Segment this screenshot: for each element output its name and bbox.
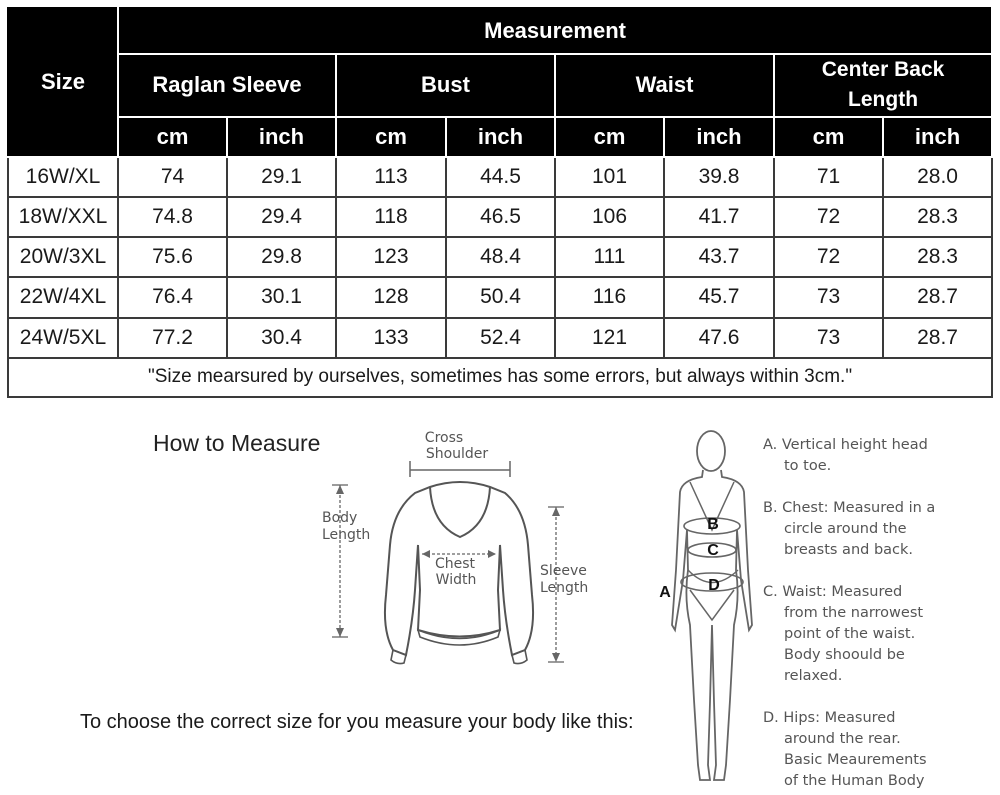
body-length-label: Length — [322, 527, 371, 543]
size-cell: 20W/3XL — [8, 237, 118, 277]
how-to-measure-title: How to Measure — [153, 430, 321, 456]
unit-header-inch: inch — [883, 117, 992, 157]
center-back-line-2: Length — [848, 88, 919, 112]
value-cell: 133 — [336, 318, 446, 358]
value-cell: 74.8 — [118, 197, 227, 237]
value-cell: 28.7 — [883, 318, 992, 358]
legend-item-b — [763, 498, 935, 561]
unit-header-cm: cm — [336, 117, 446, 157]
legend-item-d — [763, 708, 927, 792]
legend-item-a — [763, 435, 928, 477]
value-cell: 43.7 — [664, 237, 774, 277]
unit-header-cm: cm — [774, 117, 883, 157]
table-row — [8, 318, 992, 358]
value-cell: 50.4 — [446, 277, 555, 317]
neckline — [430, 487, 490, 537]
value-cell: 28.3 — [883, 237, 992, 277]
left-cuff — [391, 650, 406, 664]
size-column-header: Size — [8, 8, 118, 157]
legend-d-line: Basic Meaurements — [784, 752, 927, 768]
figure-letter-c: C — [707, 542, 719, 559]
value-cell: 101 — [555, 157, 664, 197]
value-cell: 29.8 — [227, 237, 336, 277]
legend-b-line: circle around the — [784, 521, 907, 537]
legend-a-line: to toe. — [784, 458, 832, 474]
legend-d-line: of the Human Body — [784, 773, 925, 789]
value-cell: 128 — [336, 277, 446, 317]
waist-header: Waist — [555, 54, 774, 116]
value-cell: 44.5 — [446, 157, 555, 197]
value-cell: 29.1 — [227, 157, 336, 197]
size-cell: 18W/XXL — [8, 197, 118, 237]
figure-head — [697, 431, 725, 471]
legend-c-line: Body shoould be — [784, 647, 905, 663]
table-row — [8, 157, 992, 197]
table-row — [8, 277, 992, 317]
value-cell: 48.4 — [446, 237, 555, 277]
measurement-header: Measurement — [118, 8, 992, 54]
value-cell: 106 — [555, 197, 664, 237]
value-cell: 118 — [336, 197, 446, 237]
value-cell: 47.6 — [664, 318, 774, 358]
value-cell: 75.6 — [118, 237, 227, 277]
center-back-length-header — [774, 54, 992, 116]
body-figure-diagram — [640, 420, 765, 795]
unit-header-cm: cm — [555, 117, 664, 157]
chest-label: Chest — [434, 556, 476, 572]
figure-letter-a: A — [659, 584, 671, 601]
value-cell: 72 — [774, 237, 883, 277]
measurement-note: "Size mearsured by ourselves, sometimes has some errors, but always within 3cm." — [8, 358, 992, 397]
body-label: Body — [322, 510, 358, 526]
shoulder-label: Shoulder — [425, 446, 489, 462]
size-cell: 24W/5XL — [8, 318, 118, 358]
legend-c-line: C. Waist: Measured — [763, 584, 903, 600]
value-cell: 77.2 — [118, 318, 227, 358]
value-cell: 41.7 — [664, 197, 774, 237]
value-cell: 116 — [555, 277, 664, 317]
size-cell: 22W/4XL — [8, 277, 118, 317]
value-cell: 30.1 — [227, 277, 336, 317]
legend-b-line: B. Chest: Measured in a — [763, 500, 936, 516]
size-chart-table — [7, 7, 993, 398]
figure-letter-d: D — [708, 577, 720, 594]
value-cell: 71 — [774, 157, 883, 197]
value-cell: 72 — [774, 197, 883, 237]
cross-label: Cross — [424, 430, 464, 446]
size-cell: 16W/XL — [8, 157, 118, 197]
value-cell: 52.4 — [446, 318, 555, 358]
value-cell: 73 — [774, 318, 883, 358]
value-cell: 123 — [336, 237, 446, 277]
value-cell: 76.4 — [118, 277, 227, 317]
legend-c-line: point of the waist. — [784, 626, 916, 642]
raglan-sleeve-header: Raglan Sleeve — [118, 54, 336, 116]
width-label: Width — [435, 572, 477, 588]
legend-d-line: D. Hips: Measured — [763, 710, 896, 726]
unit-header-inch: inch — [446, 117, 555, 157]
measure-instruction: To choose the correct size for you measure your body like this: — [80, 711, 634, 733]
center-back-line-1: Center Back — [821, 58, 945, 82]
value-cell: 39.8 — [664, 157, 774, 197]
value-cell: 111 — [555, 237, 664, 277]
value-cell: 113 — [336, 157, 446, 197]
legend-c-line: from the narrowest — [784, 605, 924, 621]
value-cell: 30.4 — [227, 318, 336, 358]
legend-item-c — [763, 582, 923, 687]
value-cell: 74 — [118, 157, 227, 197]
unit-header-cm: cm — [118, 117, 227, 157]
unit-header-inch: inch — [227, 117, 336, 157]
table-row — [8, 197, 992, 237]
value-cell: 45.7 — [664, 277, 774, 317]
sleeve-label: Sleeve — [540, 563, 587, 579]
table-row — [8, 237, 992, 277]
legend-a-line: A. Vertical height head — [763, 437, 928, 453]
legend-d-line: around the rear. — [784, 731, 901, 747]
value-cell: 28.3 — [883, 197, 992, 237]
sleeve-length-label: Length — [540, 580, 589, 596]
garment-diagram — [300, 415, 630, 685]
legend-b-line: breasts and back. — [784, 542, 914, 558]
value-cell: 28.0 — [883, 157, 992, 197]
value-cell: 29.4 — [227, 197, 336, 237]
value-cell: 46.5 — [446, 197, 555, 237]
right-cuff — [512, 650, 527, 664]
value-cell: 28.7 — [883, 277, 992, 317]
figure-letter-b: B — [707, 516, 719, 533]
unit-header-inch: inch — [664, 117, 774, 157]
value-cell: 73 — [774, 277, 883, 317]
value-cell: 121 — [555, 318, 664, 358]
bust-header: Bust — [336, 54, 555, 116]
legend-c-line: relaxed. — [784, 668, 843, 684]
